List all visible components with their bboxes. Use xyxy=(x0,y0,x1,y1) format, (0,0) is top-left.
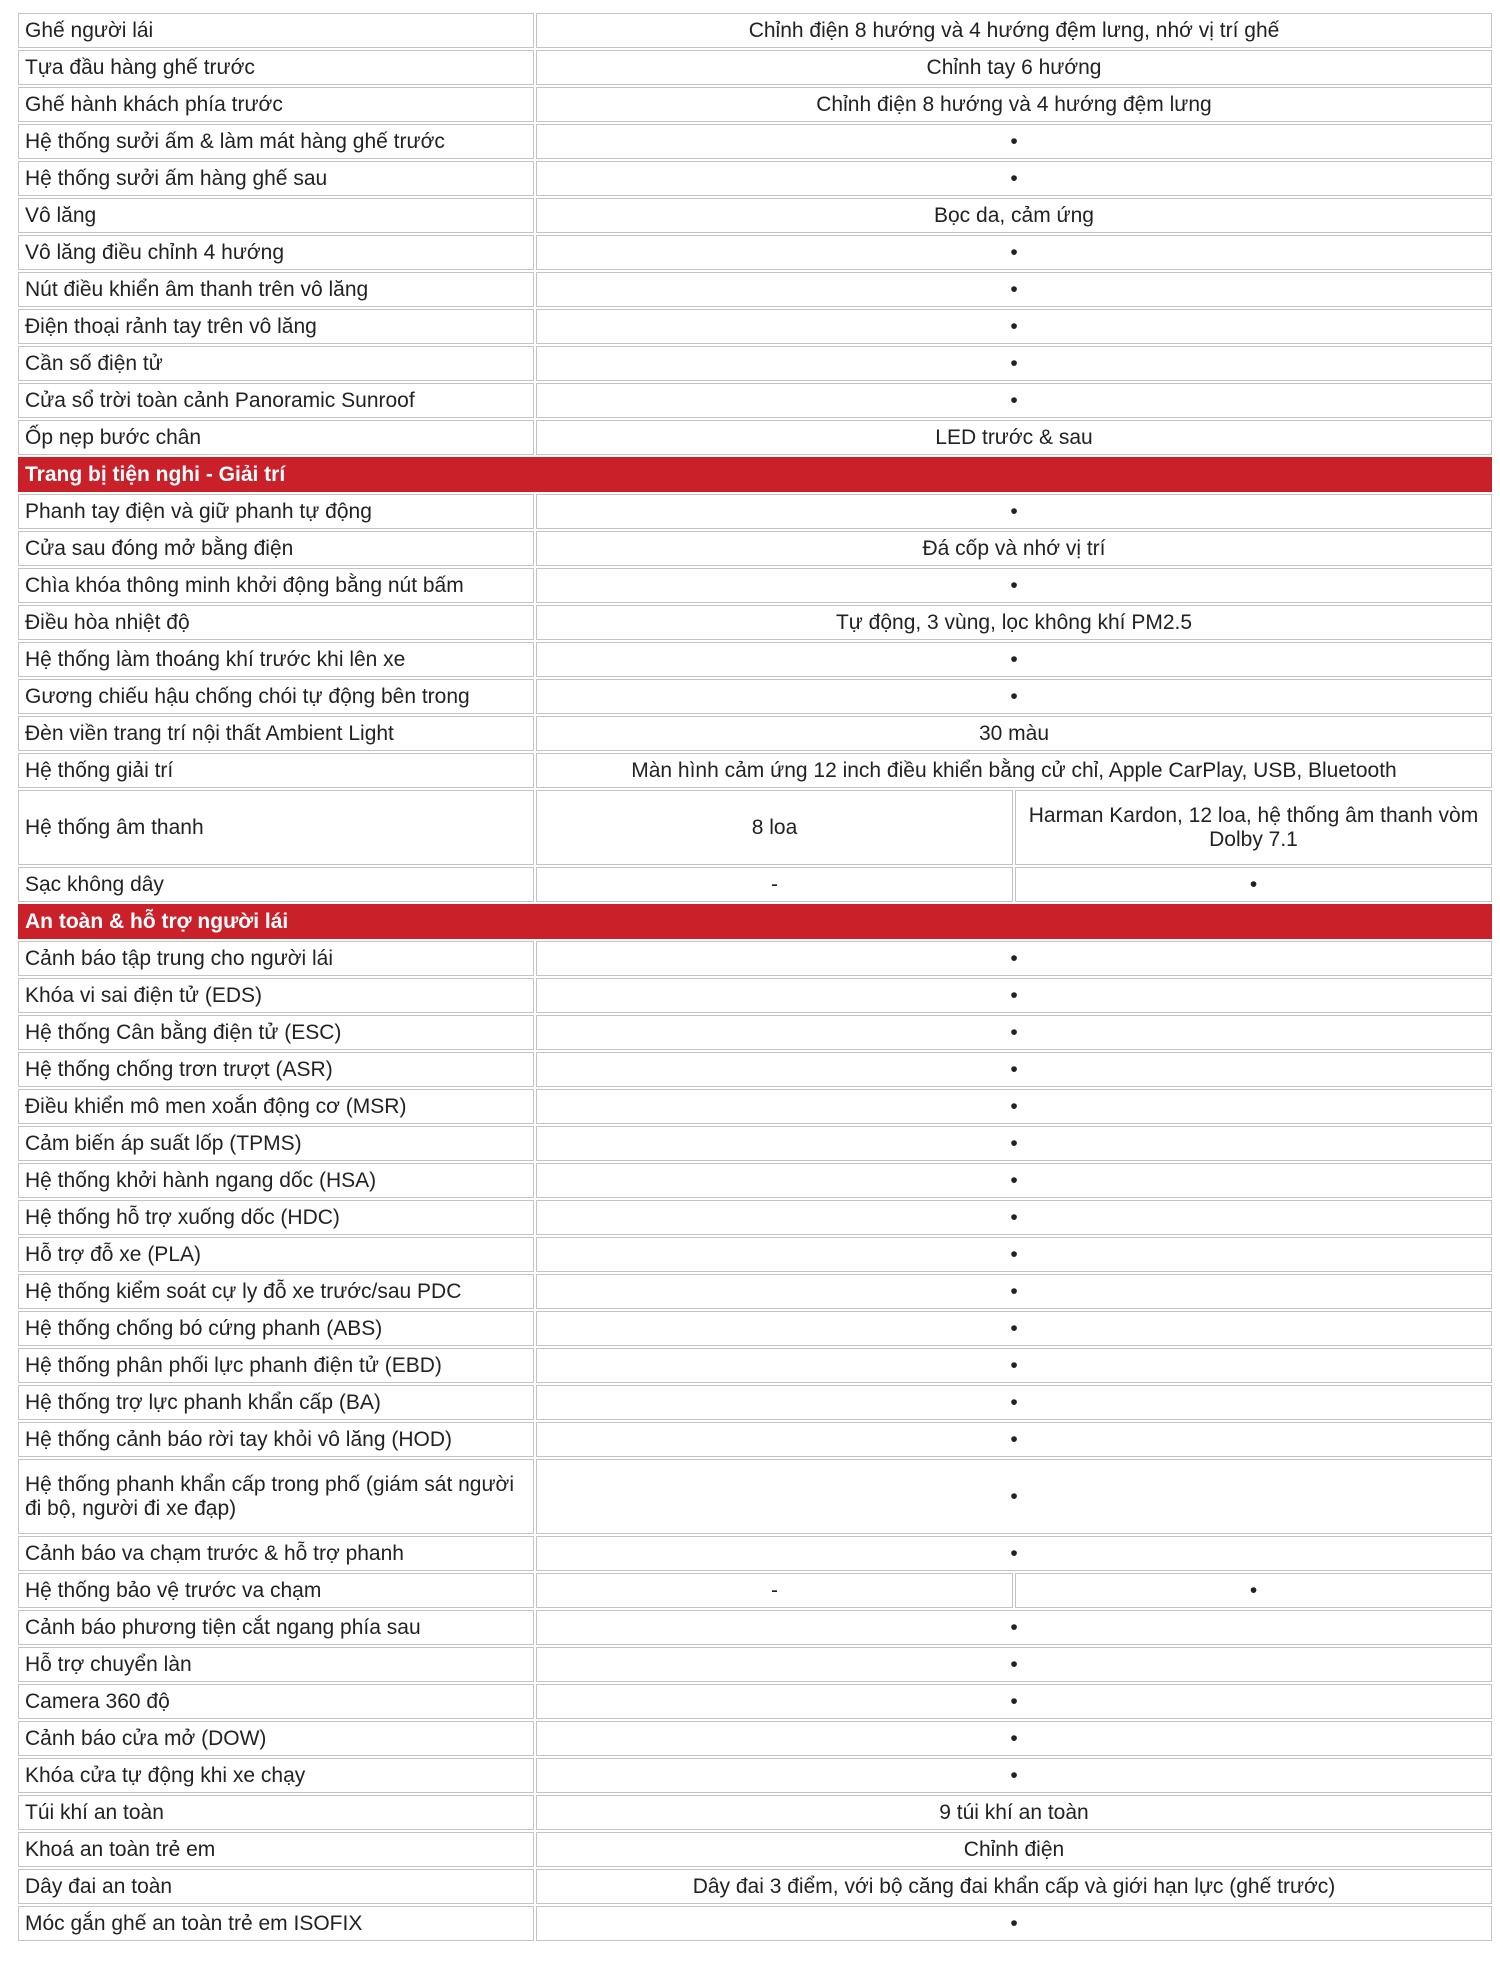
table-row xyxy=(18,1906,1492,1941)
feature-label: Cảnh báo cửa mở (DOW) xyxy=(18,1721,534,1756)
feature-value: Chỉnh điện 8 hướng và 4 hướng đệm lưng, nhớ vị trí ghế xyxy=(536,13,1492,48)
feature-value: • xyxy=(536,642,1492,677)
table-row xyxy=(18,1126,1492,1161)
feature-label: Dây đai an toàn xyxy=(18,1869,534,1904)
table-row xyxy=(18,1385,1492,1420)
table-row xyxy=(18,1795,1492,1830)
table-row xyxy=(18,1832,1492,1867)
feature-label: Hệ thống hỗ trợ xuống dốc (HDC) xyxy=(18,1200,534,1235)
feature-label: Hệ thống cảnh báo rời tay khỏi vô lăng (HOD) xyxy=(18,1422,534,1457)
feature-label: Nút điều khiển âm thanh trên vô lăng xyxy=(18,272,534,307)
feature-value: • xyxy=(536,1274,1492,1309)
feature-label: Ốp nẹp bước chân xyxy=(18,420,534,455)
feature-value: Chỉnh tay 6 hướng xyxy=(536,50,1492,85)
feature-label: Ghế người lái xyxy=(18,13,534,48)
table-row xyxy=(18,605,1492,640)
feature-label: Điều hòa nhiệt độ xyxy=(18,605,534,640)
feature-value: Dây đai 3 điểm, với bộ căng đai khẩn cấp và giới hạn lực (ghế trước) xyxy=(536,1869,1492,1904)
feature-label: Đèn viền trang trí nội thất Ambient Light xyxy=(18,716,534,751)
feature-value: • xyxy=(536,346,1492,381)
feature-label: Hệ thống khởi hành ngang dốc (HSA) xyxy=(18,1163,534,1198)
table-row xyxy=(18,383,1492,418)
feature-label: Khóa vi sai điện tử (EDS) xyxy=(18,978,534,1013)
table-row xyxy=(18,1163,1492,1198)
feature-label: Hệ thống sưởi ấm hàng ghế sau xyxy=(18,161,534,196)
feature-value: Màn hình cảm ứng 12 inch điều khiển bằng cử chỉ, Apple CarPlay, USB, Bluetooth xyxy=(536,753,1492,788)
feature-value: • xyxy=(536,1721,1492,1756)
feature-label: Điều khiển mô men xoắn động cơ (MSR) xyxy=(18,1089,534,1124)
feature-label: Hỗ trợ đỗ xe (PLA) xyxy=(18,1237,534,1272)
feature-value: • xyxy=(536,161,1492,196)
section-title: Trang bị tiện nghi - Giải trí xyxy=(18,457,1492,492)
table-row xyxy=(18,420,1492,455)
feature-value-variant-1: - xyxy=(536,867,1013,902)
table-row xyxy=(18,1348,1492,1383)
feature-value-variant-2: Harman Kardon, 12 loa, hệ thống âm thanh vòm Dolby 7.1 xyxy=(1015,790,1492,865)
feature-label: Hệ thống trợ lực phanh khẩn cấp (BA) xyxy=(18,1385,534,1420)
table-row xyxy=(18,309,1492,344)
feature-value: Chỉnh điện xyxy=(536,1832,1492,1867)
table-row xyxy=(18,1869,1492,1904)
feature-label: Hệ thống sưởi ấm & làm mát hàng ghế trước xyxy=(18,124,534,159)
feature-value: Bọc da, cảm ứng xyxy=(536,198,1492,233)
table-row xyxy=(18,1052,1492,1087)
spec-table xyxy=(16,11,1494,1943)
feature-label: Cần số điện tử xyxy=(18,346,534,381)
section-header xyxy=(18,457,1492,492)
feature-value: • xyxy=(536,1610,1492,1645)
feature-label: Hệ thống bảo vệ trước va chạm xyxy=(18,1573,534,1608)
feature-value: • xyxy=(536,1311,1492,1346)
feature-value: • xyxy=(536,1163,1492,1198)
table-row xyxy=(18,1237,1492,1272)
feature-label: Hệ thống chống trơn trượt (ASR) xyxy=(18,1052,534,1087)
table-row xyxy=(18,1015,1492,1050)
feature-label: Vô lăng điều chỉnh 4 hướng xyxy=(18,235,534,270)
table-row xyxy=(18,753,1492,788)
table-row xyxy=(18,1200,1492,1235)
table-row xyxy=(18,50,1492,85)
table-row xyxy=(18,1758,1492,1793)
table-row xyxy=(18,161,1492,196)
feature-value: Đá cốp và nhớ vị trí xyxy=(536,531,1492,566)
feature-label: Cửa sau đóng mở bằng điện xyxy=(18,531,534,566)
feature-label: Hệ thống chống bó cứng phanh (ABS) xyxy=(18,1311,534,1346)
feature-label: Cảnh báo va chạm trước & hỗ trợ phanh xyxy=(18,1536,534,1571)
feature-value: • xyxy=(536,978,1492,1013)
feature-label: Hỗ trợ chuyển làn xyxy=(18,1647,534,1682)
feature-value-variant-1: - xyxy=(536,1573,1013,1608)
table-row xyxy=(18,87,1492,122)
feature-value: • xyxy=(536,494,1492,529)
feature-value-variant-1: 8 loa xyxy=(536,790,1013,865)
feature-value: • xyxy=(536,1536,1492,1571)
feature-value: • xyxy=(536,1089,1492,1124)
section-title: An toàn & hỗ trợ người lái xyxy=(18,904,1492,939)
feature-label: Hệ thống Cân bằng điện tử (ESC) xyxy=(18,1015,534,1050)
table-row xyxy=(18,235,1492,270)
table-row xyxy=(18,1647,1492,1682)
table-row xyxy=(18,1536,1492,1571)
feature-label: Cảnh báo tập trung cho người lái xyxy=(18,941,534,976)
spec-table-body xyxy=(18,13,1492,1941)
feature-value: • xyxy=(536,235,1492,270)
feature-value: • xyxy=(536,1647,1492,1682)
feature-label: Ghế hành khách phía trước xyxy=(18,87,534,122)
feature-value: • xyxy=(536,1052,1492,1087)
feature-value: • xyxy=(536,272,1492,307)
feature-label: Cảnh báo phương tiện cắt ngang phía sau xyxy=(18,1610,534,1645)
table-row xyxy=(18,716,1492,751)
table-row xyxy=(18,124,1492,159)
feature-value: • xyxy=(536,1200,1492,1235)
table-row xyxy=(18,978,1492,1013)
table-row xyxy=(18,346,1492,381)
feature-label: Móc gắn ghế an toàn trẻ em ISOFIX xyxy=(18,1906,534,1941)
table-row xyxy=(18,1721,1492,1756)
table-row xyxy=(18,531,1492,566)
table-row xyxy=(18,1459,1492,1534)
feature-label: Cảm biến áp suất lốp (TPMS) xyxy=(18,1126,534,1161)
feature-value: • xyxy=(536,1348,1492,1383)
feature-label: Hệ thống giải trí xyxy=(18,753,534,788)
feature-value: • xyxy=(536,383,1492,418)
feature-label: Hệ thống phanh khẩn cấp trong phố (giám sát người đi bộ, người đi xe đạp) xyxy=(18,1459,534,1534)
feature-label: Tựa đầu hàng ghế trước xyxy=(18,50,534,85)
table-row xyxy=(18,1684,1492,1719)
feature-label: Gương chiếu hậu chống chói tự động bên trong xyxy=(18,679,534,714)
feature-value: Tự động, 3 vùng, lọc không khí PM2.5 xyxy=(536,605,1492,640)
feature-label: Khoá an toàn trẻ em xyxy=(18,1832,534,1867)
feature-value: LED trước & sau xyxy=(536,420,1492,455)
feature-label: Khóa cửa tự động khi xe chạy xyxy=(18,1758,534,1793)
feature-value: • xyxy=(536,941,1492,976)
feature-value-variant-2: • xyxy=(1015,867,1492,902)
table-row xyxy=(18,494,1492,529)
feature-label: Phanh tay điện và giữ phanh tự động xyxy=(18,494,534,529)
table-row xyxy=(18,13,1492,48)
table-row xyxy=(18,1089,1492,1124)
table-row xyxy=(18,1422,1492,1457)
feature-value: 9 túi khí an toàn xyxy=(536,1795,1492,1830)
feature-value: • xyxy=(536,1906,1492,1941)
feature-value: • xyxy=(536,1126,1492,1161)
table-row xyxy=(18,790,1492,865)
feature-value: • xyxy=(536,1237,1492,1272)
feature-label: Vô lăng xyxy=(18,198,534,233)
feature-value-variant-2: • xyxy=(1015,1573,1492,1608)
feature-label: Chìa khóa thông minh khởi động bằng nút bấm xyxy=(18,568,534,603)
table-row xyxy=(18,642,1492,677)
feature-value: • xyxy=(536,568,1492,603)
feature-value: 30 màu xyxy=(536,716,1492,751)
feature-value: • xyxy=(536,1422,1492,1457)
feature-value: • xyxy=(536,1758,1492,1793)
feature-label: Cửa sổ trời toàn cảnh Panoramic Sunroof xyxy=(18,383,534,418)
table-row xyxy=(18,272,1492,307)
feature-value: • xyxy=(536,124,1492,159)
table-row xyxy=(18,1610,1492,1645)
table-row xyxy=(18,1311,1492,1346)
feature-value: • xyxy=(536,309,1492,344)
table-row xyxy=(18,941,1492,976)
feature-label: Hệ thống kiểm soát cự ly đỗ xe trước/sau PDC xyxy=(18,1274,534,1309)
feature-label: Hệ thống âm thanh xyxy=(18,790,534,865)
table-row xyxy=(18,568,1492,603)
feature-value: • xyxy=(536,679,1492,714)
table-row xyxy=(18,867,1492,902)
feature-value: • xyxy=(536,1385,1492,1420)
feature-value: • xyxy=(536,1015,1492,1050)
feature-label: Túi khí an toàn xyxy=(18,1795,534,1830)
feature-value: • xyxy=(536,1684,1492,1719)
feature-label: Camera 360 độ xyxy=(18,1684,534,1719)
section-header xyxy=(18,904,1492,939)
table-row xyxy=(18,679,1492,714)
feature-label: Sạc không dây xyxy=(18,867,534,902)
feature-value: Chỉnh điện 8 hướng và 4 hướng đệm lưng xyxy=(536,87,1492,122)
table-row xyxy=(18,1274,1492,1309)
feature-label: Hệ thống phân phối lực phanh điện tử (EBD) xyxy=(18,1348,534,1383)
feature-label: Hệ thống làm thoáng khí trước khi lên xe xyxy=(18,642,534,677)
feature-label: Điện thoại rảnh tay trên vô lăng xyxy=(18,309,534,344)
table-row xyxy=(18,1573,1492,1608)
table-row xyxy=(18,198,1492,233)
feature-value: • xyxy=(536,1459,1492,1534)
